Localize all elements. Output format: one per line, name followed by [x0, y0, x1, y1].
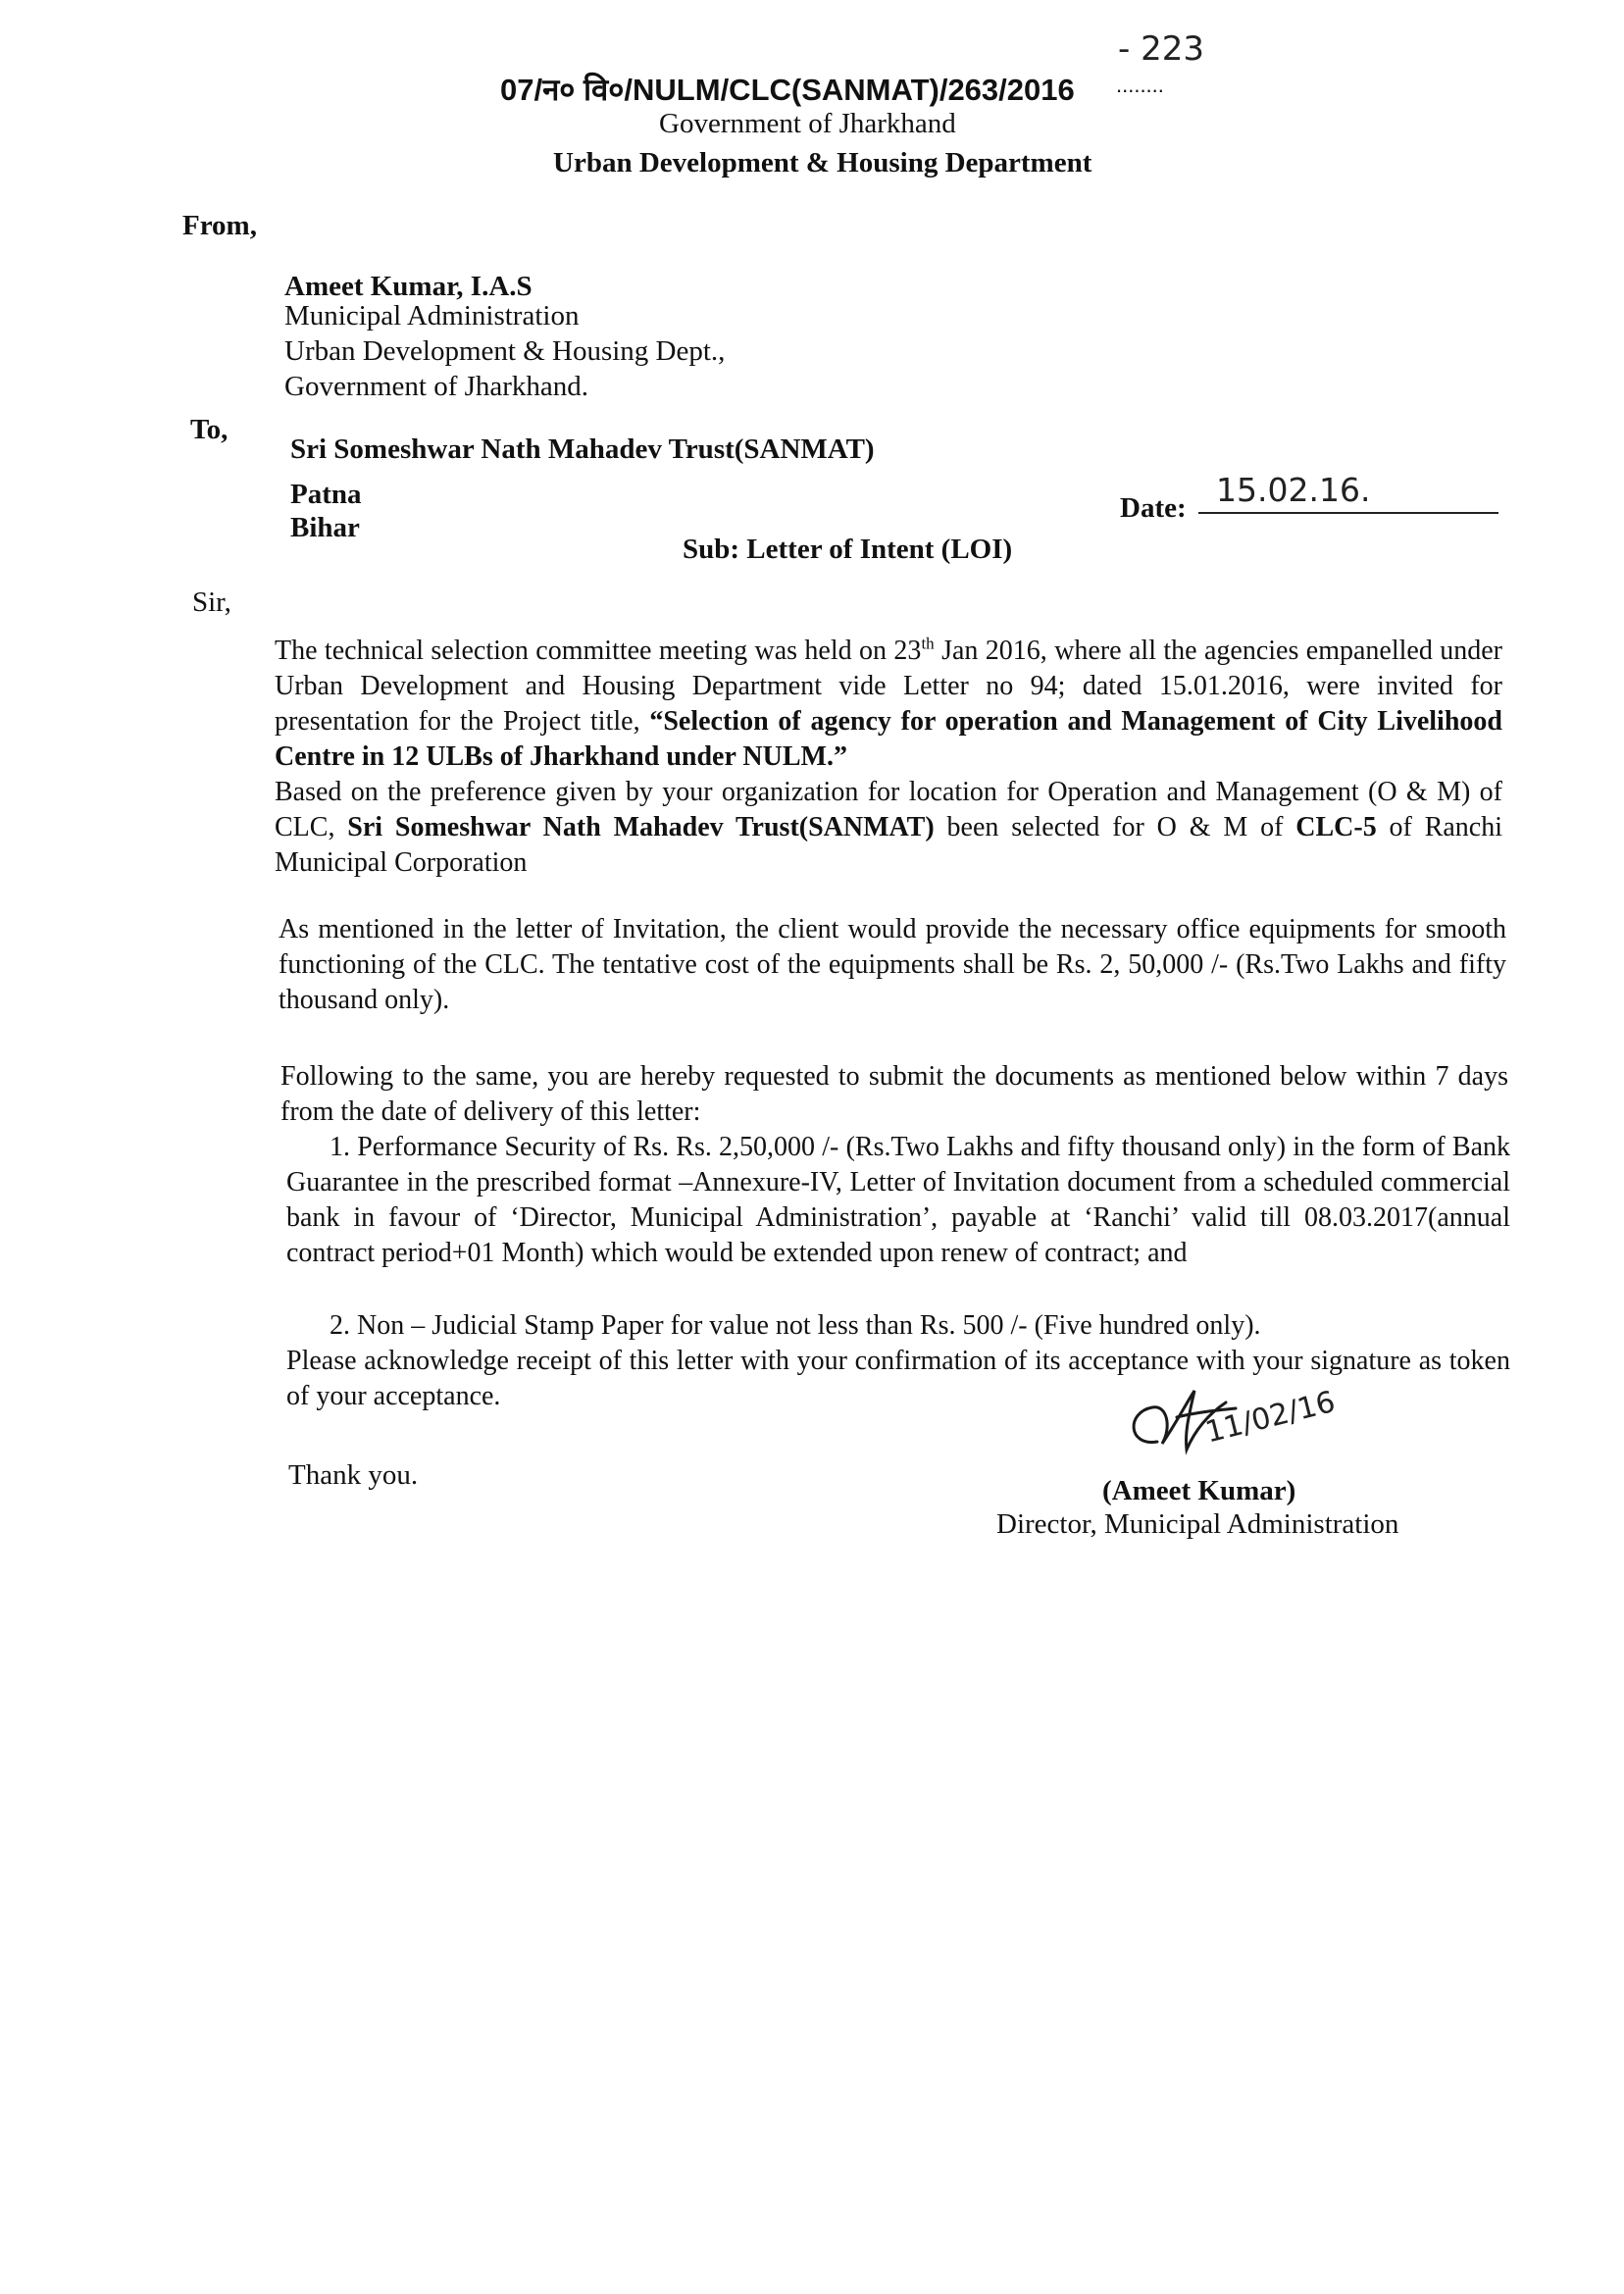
paragraph-equipment-cost: As mentioned in the letter of Invitation, the client would provide the necessary office equipments for smooth functioning of the CLC. The tentative cost of the equipments shall be Rs. 2, 50,000 /- (Rs.Two Lakhs and fifty thousand only).	[279, 914, 1506, 1015]
handwritten-number: - 223	[1118, 29, 1204, 69]
paragraph-selection	[275, 775, 1502, 881]
department-heading: Urban Development & Housing Department	[553, 147, 1092, 178]
subject-line: Sub: Letter of Intent (LOI)	[683, 534, 1013, 565]
to-label: To,	[190, 414, 228, 445]
from-line-3: Government of Jharkhand.	[284, 371, 589, 402]
from-line-1: Municipal Administration	[284, 300, 580, 331]
reference-number: 07/न० वि०/NULM/CLC(SANMAT)/263/2016	[500, 73, 1075, 107]
date-handwritten: 15.02.16.	[1216, 471, 1371, 509]
p1-text-b: Jan 2016, where all the agencies empanelled under Urban Development and Housing Department vide Letter no 94; dated 15.01.2016, were invited for presentation for the Project title,	[275, 636, 1502, 737]
date-underline	[1198, 512, 1498, 514]
p1-superscript: th	[921, 634, 935, 653]
signatory-designation: Director, Municipal Administration	[996, 1508, 1399, 1540]
signature-date: 11/02/16	[1201, 1384, 1339, 1451]
date-label: Date:	[1120, 492, 1187, 524]
reference-dots: ........	[1116, 73, 1164, 97]
from-label: From,	[182, 210, 257, 241]
to-name: Sri Someshwar Nath Mahadev Trust(SANMAT)	[290, 433, 875, 465]
project-title: “Selection of agency for operation and Management of City Livelihood Centre in 12 ULBs of Jharkhand under NULM.”	[275, 706, 1502, 772]
paragraph-acknowledge: Please acknowledge receipt of this letter with your confirmation of its acceptance with your signature as token of your acceptance.	[286, 1346, 1510, 1411]
p2-clc-number: CLC-5	[1295, 812, 1377, 842]
p2-text-a: Based on the preference given by your organization for location for Operation and Management (O & M) of CLC,	[275, 777, 1502, 842]
p2-text-b: been selected for O & M of	[934, 812, 1296, 842]
paragraph-documents-request: Following to the same, you are hereby requested to submit the documents as mentioned below within 7 days from the date of delivery of this letter:	[280, 1061, 1508, 1127]
p2-agency-name: Sri Someshwar Nath Mahadev Trust(SANMAT)	[347, 812, 935, 842]
document-item-1: 1. Performance Security of Rs. Rs. 2,50,000 /- (Rs.Two Lakhs and fifty thousand only) in the form of Bank Guarantee in the prescribed format –Annexure-IV, Letter of Invitation document from a scheduled commercial bank in favour of ‘Director, Municipal Administration’, payable at ‘Ranchi’ valid till 08.03.2017(annual contract period+01 Month) which would be extended upon renew of contract; and	[286, 1132, 1510, 1268]
from-name: Ameet Kumar, I.A.S	[284, 271, 533, 302]
from-line-2: Urban Development & Housing Dept.,	[284, 335, 726, 367]
to-city: Patna	[290, 479, 362, 510]
government-heading: Government of Jharkhand	[659, 108, 956, 139]
salutation: Sir,	[192, 586, 231, 618]
to-state: Bihar	[290, 512, 360, 543]
paragraph-committee-meeting	[275, 634, 1502, 775]
p2-text-c: of Ranchi Municipal Corporation	[275, 812, 1503, 878]
document-item-2: 2. Non – Judicial Stamp Paper for value not less than Rs. 500 /- (Five hundred only).	[330, 1310, 1261, 1341]
signatory-name: (Ameet Kumar)	[1102, 1475, 1296, 1506]
p1-text-a: The technical selection committee meeting was held on 23	[275, 636, 922, 666]
closing-thank-you: Thank you.	[288, 1459, 419, 1491]
